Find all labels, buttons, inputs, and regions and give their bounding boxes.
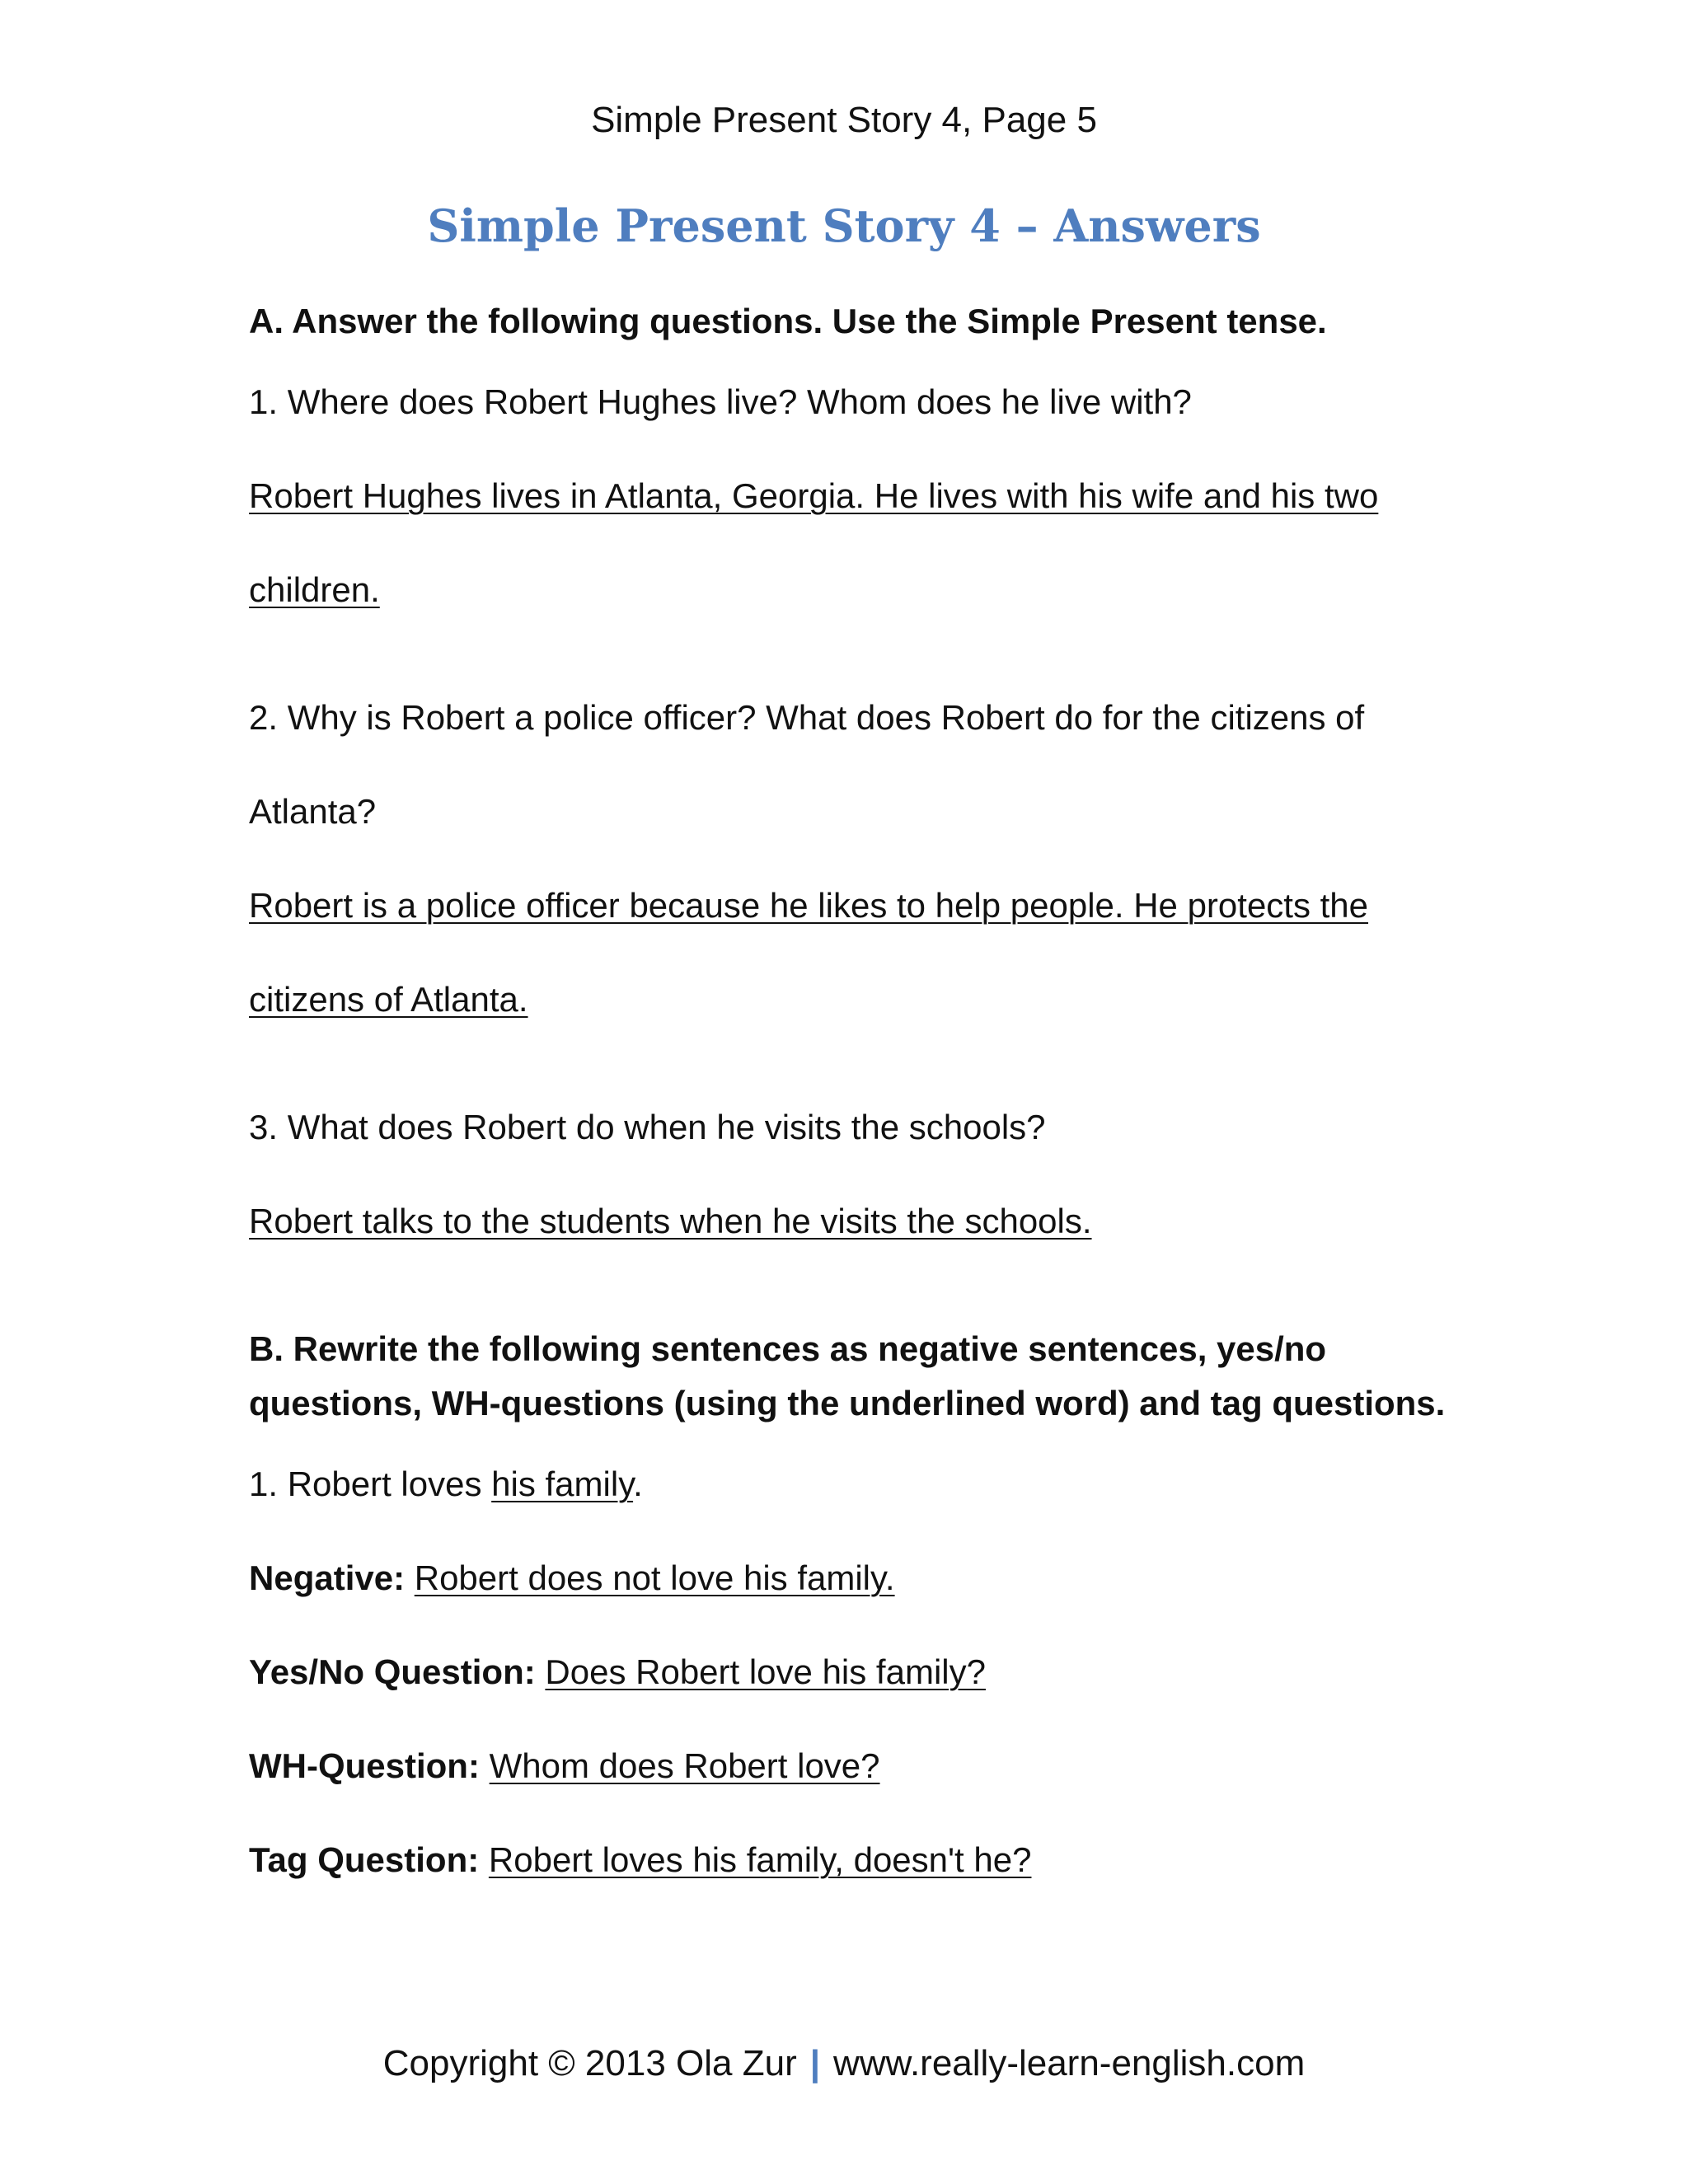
- sentence-1-prefix: 1. Robert loves: [249, 1465, 492, 1503]
- answer-3-text: Robert talks to the students when he visits the schools.: [249, 1202, 1092, 1240]
- sentence-1-suffix: .: [633, 1465, 643, 1503]
- answer-1-line-2-text: children.: [249, 570, 380, 609]
- answer-1-line-2: [249, 567, 1452, 613]
- page-title: Simple Present Story 4 – Answers: [427, 199, 1261, 252]
- sentence-1-underlined-word: his family: [491, 1465, 634, 1503]
- answer-2-line-2: [249, 977, 1452, 1023]
- tag-label: Tag Question:: [249, 1840, 480, 1879]
- website-text: www.really-learn-english.com: [833, 2043, 1306, 2083]
- wh-row: [249, 1743, 1452, 1789]
- wh-label: WH-Question:: [249, 1746, 480, 1785]
- section-a-heading: A. Answer the following questions. Use the Simple Present tense.: [249, 302, 1327, 340]
- page-header: Simple Present Story 4, Page 5: [591, 100, 1097, 140]
- wh-answer: Whom does Robert love?: [489, 1746, 880, 1785]
- answer-2-line-1: [249, 883, 1452, 929]
- question-3: 3. What does Robert do when he visits the schools?: [249, 1108, 1046, 1146]
- negative-row: [249, 1555, 1452, 1601]
- section-b-heading-line-1: B. Rewrite the following sentences as negative sentences, yes/no: [249, 1329, 1327, 1368]
- question-2-line-1: 2. Why is Robert a police officer? What does Robert do for the citizens of: [249, 698, 1365, 737]
- question-2-line-2: Atlanta?: [249, 792, 377, 831]
- question-1: 1. Where does Robert Hughes live? Whom does he live with?: [249, 382, 1192, 421]
- negative-answer: Robert does not love his family.: [414, 1558, 895, 1597]
- page-footer: [0, 2041, 1688, 2087]
- yesno-answer: Does Robert love his family?: [545, 1652, 986, 1691]
- answer-2-line-1-text: Robert is a police officer because he likes to help people. He protects the: [249, 886, 1369, 925]
- section-b-heading-line-2: questions, WH-questions (using the underlined word) and tag questions.: [249, 1384, 1446, 1422]
- copyright-text: Copyright © 2013 Ola Zur: [382, 2043, 797, 2083]
- answer-1-line-1: [249, 473, 1452, 519]
- yesno-row: [249, 1649, 1452, 1695]
- footer-separator: |: [809, 2043, 821, 2083]
- tag-row: [249, 1837, 1452, 1883]
- yesno-label: Yes/No Question:: [249, 1652, 536, 1691]
- sentence-1: [249, 1461, 1452, 1507]
- answer-3: [249, 1198, 1452, 1244]
- tag-answer: Robert loves his family, doesn't he?: [488, 1840, 1032, 1879]
- negative-label: Negative:: [249, 1558, 406, 1597]
- answer-2-line-2-text: citizens of Atlanta.: [249, 980, 528, 1019]
- answer-1-line-1-text: Robert Hughes lives in Atlanta, Georgia. He lives with his wife and his two: [249, 476, 1379, 515]
